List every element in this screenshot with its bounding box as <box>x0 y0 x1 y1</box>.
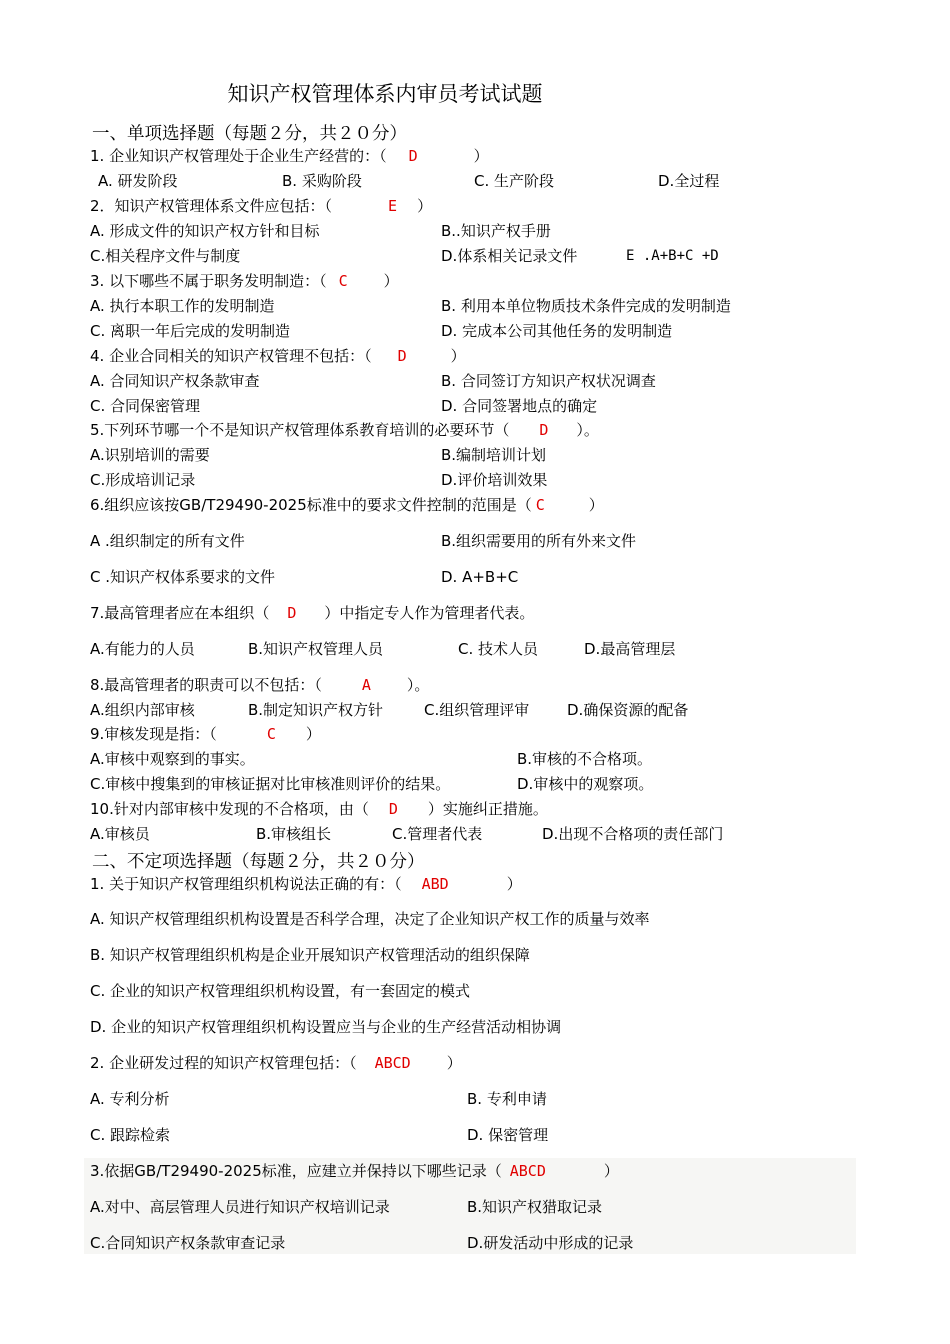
option-a: A. 专利分析 <box>90 1090 170 1108</box>
option-d: D.审核中的观察项。 <box>517 775 654 793</box>
question-paren: ） <box>603 1162 619 1180</box>
option-b: B. 利用本单位物质技术条件完成的发明制造 <box>441 297 731 315</box>
option-d: D. 合同签署地点的确定 <box>441 397 598 415</box>
question-text: 5.下列环节哪一个不是知识产权管理体系教育培训的必要环节（ <box>90 421 510 439</box>
option-c: C.形成培训记录 <box>90 471 196 489</box>
option-d: D.出现不合格项的责任部门 <box>542 825 724 843</box>
question-text: 10.针对内部审核中发现的不合格项，由（ <box>90 800 369 818</box>
question-paren: ） <box>450 347 466 365</box>
option-a: A. 执行本职工作的发明制造 <box>90 297 275 315</box>
question-1 <box>90 146 489 166</box>
question-s2-3 <box>90 1161 619 1181</box>
option-a: A. 合同知识产权条款审查 <box>90 372 260 390</box>
page-title <box>0 78 950 108</box>
question-paren: ）。 <box>576 421 599 439</box>
answer-mark: D <box>388 800 398 818</box>
option-d: D. 企业的知识产权管理组织机构设置应当与企业的生产经营活动相协调 <box>90 1018 562 1036</box>
option-a: A. 研发阶段 <box>98 172 178 190</box>
answer-mark: A <box>361 676 371 694</box>
question-text: 9.审核发现是指：（ <box>90 725 217 743</box>
question-text: 1. 企业知识产权管理处于企业生产经营的：（ <box>90 147 387 165</box>
question-paren: ）中指定专人作为管理者代表。 <box>324 604 535 622</box>
option-b: B.编制培训计划 <box>441 446 547 464</box>
answer-mark: ABD <box>421 875 449 893</box>
page-title-text: 知识产权管理体系内审员考试试题 <box>227 82 543 106</box>
option-b: B.组织需要用的所有外来文件 <box>441 532 637 550</box>
option-d: D. A+B+C <box>441 568 519 586</box>
option-b: B.制定知识产权方针 <box>248 701 384 719</box>
answer-mark: ABCD <box>509 1162 546 1180</box>
option-a: A. 形成文件的知识产权方针和目标 <box>90 222 320 240</box>
option-c: C. 企业的知识产权管理组织机构设置，有一套固定的模式 <box>90 982 471 1000</box>
option-a: A.审核中观察到的事实。 <box>90 750 255 768</box>
option-b: B.知识产权管理人员 <box>248 640 384 658</box>
question-paren: ） <box>305 725 321 743</box>
option-b: B.知识产权猎取记录 <box>467 1198 603 1216</box>
question-paren: ） <box>383 272 399 290</box>
question-5 <box>90 420 599 440</box>
option-c: C. 生产阶段 <box>474 172 555 190</box>
question-text: 7.最高管理者应在本组织（ <box>90 604 270 622</box>
question-9 <box>90 724 321 744</box>
question-text: 6.组织应该按GB/T29490-2025标准中的要求文件控制的范围是（ <box>90 496 532 514</box>
option-a: A.组织内部审核 <box>90 701 195 719</box>
question-paren: ）。 <box>406 676 430 694</box>
question-paren: ） <box>446 1054 462 1072</box>
option-c: C.合同知识产权条款审查记录 <box>90 1234 286 1252</box>
section-heading-single-choice: 一、单项选择题（每题２分，共２０分） <box>92 124 407 144</box>
answer-mark: D <box>539 421 549 439</box>
option-a: A .组织制定的所有文件 <box>90 532 245 550</box>
option-d: D. 保密管理 <box>467 1126 549 1144</box>
question-paren: ） <box>473 147 489 165</box>
question-s2-2 <box>90 1053 462 1073</box>
answer-mark: D <box>408 147 418 165</box>
question-6 <box>90 495 604 515</box>
option-a: A.有能力的人员 <box>90 640 195 658</box>
question-2 <box>90 196 432 216</box>
question-8 <box>90 675 429 695</box>
question-paren: ） <box>417 197 433 215</box>
answer-mark: D <box>397 347 407 365</box>
question-3 <box>90 271 399 291</box>
option-c: C .知识产权体系要求的文件 <box>90 568 276 586</box>
answer-mark: E <box>388 197 398 215</box>
question-text: 2. 企业研发过程的知识产权管理包括：（ <box>90 1054 357 1072</box>
question-text: 2．知识产权管理体系文件应包括：（ <box>90 197 333 215</box>
question-s2-1 <box>90 874 522 894</box>
option-c: C.管理者代表 <box>392 825 483 843</box>
option-b: B. 知识产权管理组织机构是企业开展知识产权管理活动的组织保障 <box>90 946 530 964</box>
option-b: B. 专利申请 <box>467 1090 547 1108</box>
option-d: D.评价培训效果 <box>441 471 548 489</box>
option-d: D.确保资源的配备 <box>567 701 689 719</box>
option-c: C. 跟踪检索 <box>90 1126 171 1144</box>
option-d: D.全过程 <box>658 172 720 190</box>
question-4 <box>90 346 466 366</box>
question-paren: ）实施纠正措施。 <box>427 800 548 818</box>
question-paren: ） <box>506 875 522 893</box>
option-d: D.研发活动中形成的记录 <box>467 1234 634 1252</box>
question-text: 1. 关于知识产权管理组织机构说法正确的有：（ <box>90 875 402 893</box>
question-text: 4. 企业合同相关的知识产权管理不包括：（ <box>90 347 372 365</box>
question-text: 3.依据GB/T29490-2025标准，应建立并保持以下哪些记录（ <box>90 1162 502 1180</box>
question-paren: ） <box>588 496 604 514</box>
option-d: D. 完成本公司其他任务的发明制造 <box>441 322 673 340</box>
option-b: B.审核的不合格项。 <box>517 750 653 768</box>
question-text: 8.最高管理者的职责可以不包括：（ <box>90 676 322 694</box>
option-d: D.体系相关记录文件 <box>441 247 578 265</box>
option-b: B.审核组长 <box>256 825 332 843</box>
section-heading-multiple-choice: 二、不定项选择题（每题２分，共２０分） <box>92 852 425 872</box>
answer-mark: C <box>338 272 348 290</box>
answer-mark: D <box>287 604 297 622</box>
option-c: C. 技术人员 <box>458 640 539 658</box>
question-text: 3. 以下哪些不属于职务发明制造：（ <box>90 272 327 290</box>
option-c: C.审核中搜集到的审核证据对比审核准则评价的结果。 <box>90 775 451 793</box>
option-c: C.组织管理评审 <box>424 701 530 719</box>
option-b: B. 合同签订方知识产权状况调查 <box>441 372 656 390</box>
option-a: A.识别培训的需要 <box>90 446 210 464</box>
answer-mark: C <box>535 496 545 514</box>
question-7 <box>90 603 534 623</box>
option-b: B..知识产权手册 <box>441 222 551 240</box>
option-a: A. 知识产权管理组织机构设置是否科学合理，决定了企业知识产权工作的质量与效率 <box>90 910 650 928</box>
option-a: A.审核员 <box>90 825 150 843</box>
option-c: C. 离职一年后完成的发明制造 <box>90 322 291 340</box>
option-c: C.相关程序文件与制度 <box>90 247 241 265</box>
option-c: C. 合同保密管理 <box>90 397 201 415</box>
question-10 <box>90 799 548 819</box>
option-d: D.最高管理层 <box>584 640 676 658</box>
option-e: E .A+B+C +D <box>626 248 719 264</box>
answer-mark: C <box>266 725 276 743</box>
option-a: A.对中、高层管理人员进行知识产权培训记录 <box>90 1198 390 1216</box>
option-b: B. 采购阶段 <box>282 172 362 190</box>
answer-mark: ABCD <box>374 1054 411 1072</box>
